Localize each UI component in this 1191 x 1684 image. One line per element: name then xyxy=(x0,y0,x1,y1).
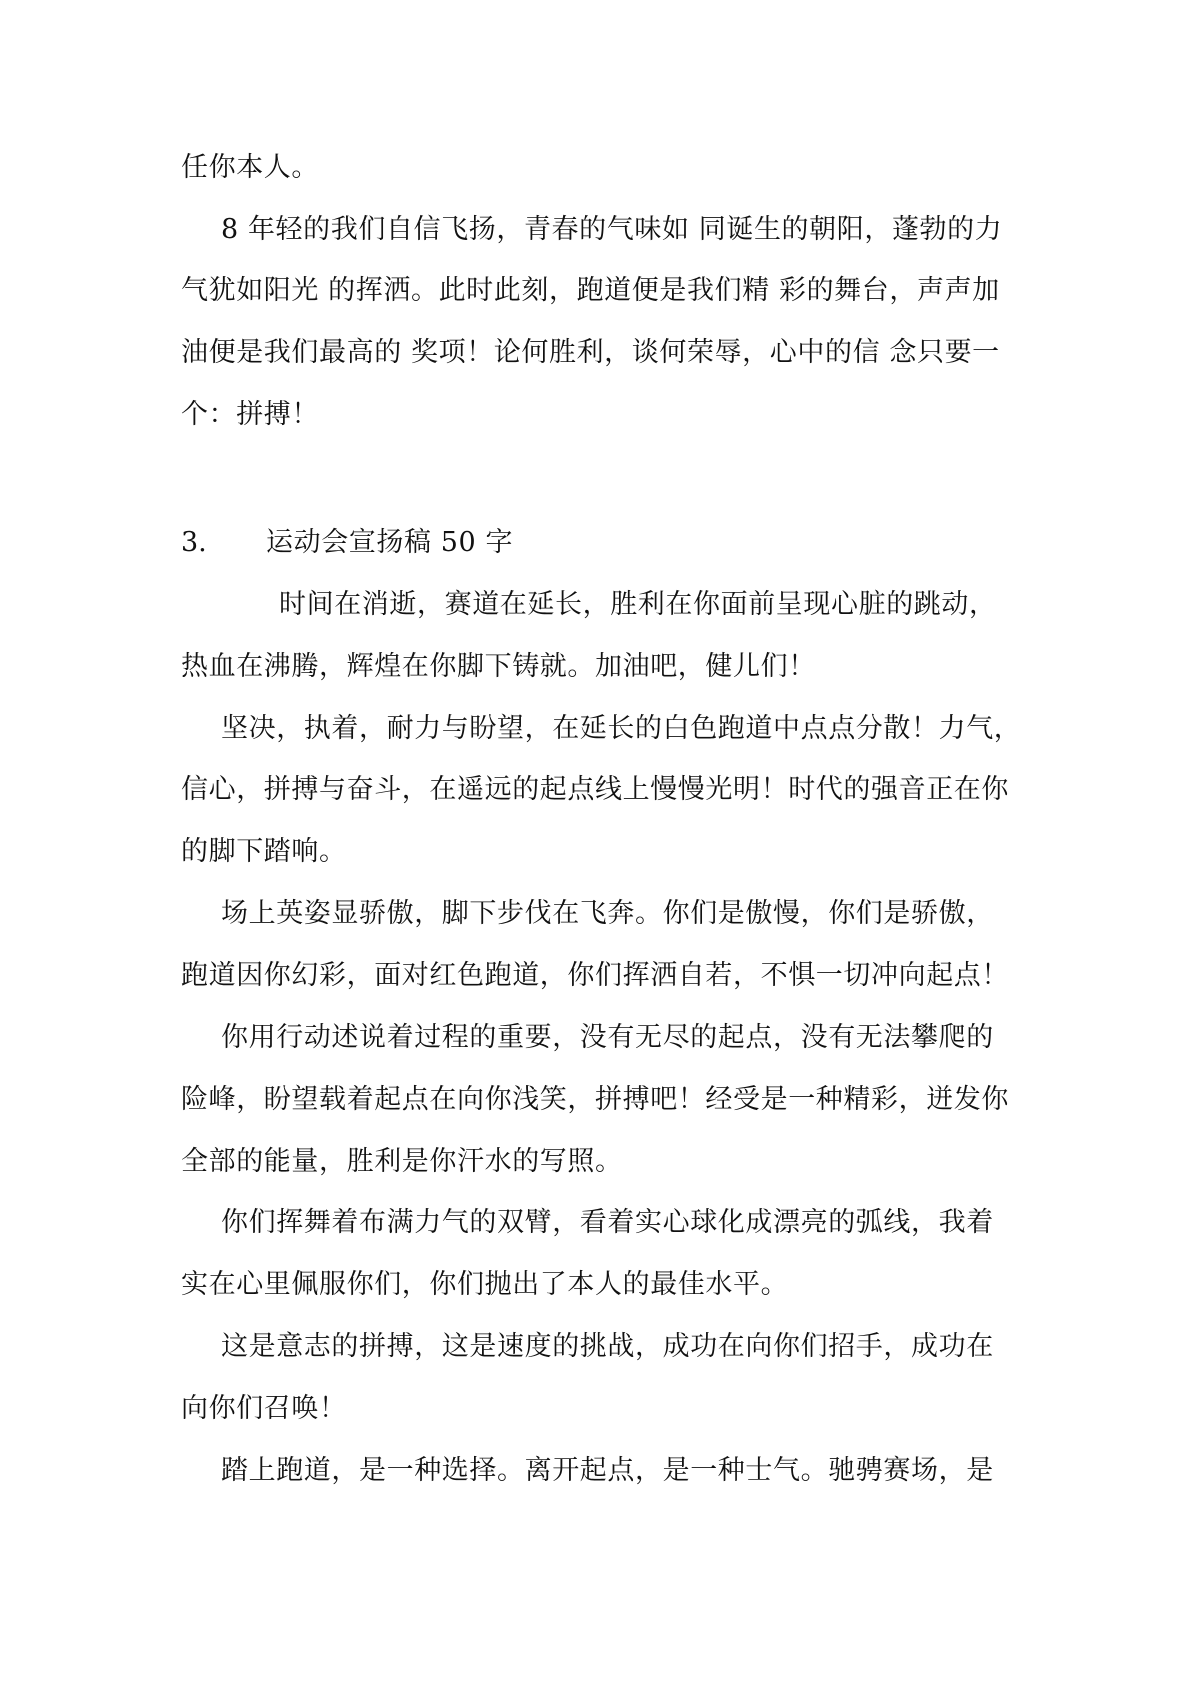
paragraph-line: 向你们召唤！ xyxy=(181,1393,347,1424)
paragraph-line: 跑道因你幻彩，面对红色跑道，你们挥洒自若，不惧一切冲向起点！ xyxy=(181,960,1009,991)
paragraph-line: 这是意志的拼搏，这是速度的挑战，成功在向你们招手，成功在 xyxy=(221,1331,994,1362)
paragraph-line: 踏上跑道，是一种选择。离开起点，是一种士气。驰骋赛场，是 xyxy=(221,1455,994,1486)
paragraph-line: 任你本人。 xyxy=(181,152,319,183)
paragraph-line: 全部的能量，胜利是你汗水的写照。 xyxy=(181,1146,623,1177)
section-number: 3. xyxy=(181,527,207,558)
paragraph-line: 时间在消逝，赛道在延长，胜利在你面前呈现心脏的跳动， xyxy=(279,589,997,620)
paragraph-line: 场上英姿显骄傲，脚下步伐在飞奔。你们是傲慢，你们是骄傲， xyxy=(221,898,994,929)
paragraph-line: 个：拼搏！ xyxy=(181,399,319,430)
paragraph-line: 坚决，执着，耐力与盼望，在延长的白色跑道中点点分散！力气， xyxy=(221,713,1022,744)
paragraph-line: 的脚下踏响。 xyxy=(181,836,347,867)
paragraph-line: 油便是我们最高的 奖项！论何胜利，谈何荣辱，心中的信 念只要一 xyxy=(181,337,1000,368)
paragraph-line: 你用行动述说着过程的重要，没有无尽的起点，没有无法攀爬的 xyxy=(221,1022,994,1053)
paragraph-line: 信心，拼搏与奋斗，在遥远的起点线上慢慢光明！时代的强音正在你 xyxy=(181,774,1009,805)
paragraph-line: 你们挥舞着布满力气的双臂，看着实心球化成漂亮的弧线，我着 xyxy=(221,1207,994,1238)
paragraph-line: 8 年轻的我们自信飞扬，青春的气味如 同诞生的朝阳，蓬勃的力 xyxy=(221,214,1003,245)
section-title: 运动会宣扬稿 50 字 xyxy=(266,527,514,558)
paragraph-line: 热血在沸腾，辉煌在你脚下铸就。加油吧，健儿们！ xyxy=(181,651,816,682)
paragraph-line: 险峰，盼望载着起点在向你浅笑，拼搏吧！经受是一种精彩，迸发你 xyxy=(181,1084,1009,1115)
paragraph-line: 实在心里佩服你们，你们抛出了本人的最佳水平。 xyxy=(181,1269,789,1300)
paragraph-line: 气犹如阳光 的挥洒。此时此刻，跑道便是我们精 彩的舞台，声声加 xyxy=(181,275,1000,306)
